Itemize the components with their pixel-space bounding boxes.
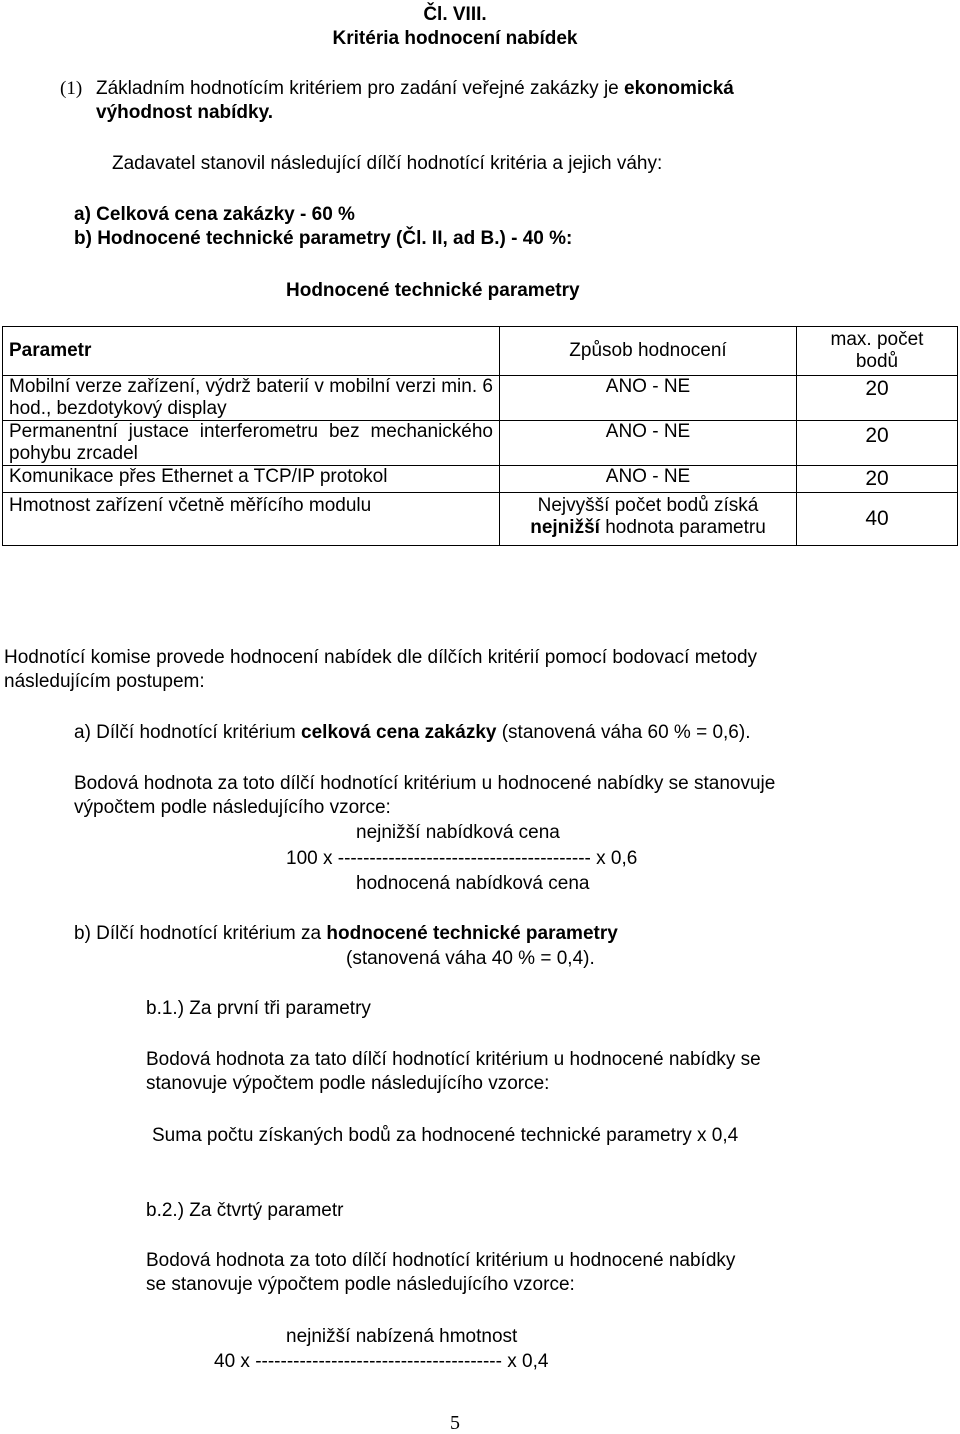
formula-a-numerator: nejnižší nabídková cena [356,822,560,843]
criterion-a-desc-2: výpočtem podle následujícího vzorce: [74,797,391,818]
b2-formula-numerator: nejnižší nabízená hmotnost [286,1326,518,1347]
parameters-table [2,326,958,546]
intro-line-2: výhodnost nabídky. [96,102,274,123]
b2-formula-main: 40 x --------------------------------------- x 0,4 [214,1351,549,1372]
weight-a: a) Celková cena zakázky - 60 % [74,204,355,225]
procedure-line-1: Hodnotící komise provede hodnocení nabídek dle dílčích kritérií pomocí bodovací metody [4,647,758,668]
table-row [3,466,958,493]
row-points: 20 [797,376,958,421]
b2-title: b.2.) Za čtvrtý parametr [146,1200,344,1221]
intro-line-1: Základním hodnotícím kritériem pro zadání veřejné zakázky je ekonomická [96,78,734,99]
criterion-b-weight: (stanovená váha 40 % = 0,4). [346,948,595,969]
article-number: Čl. VIII. [423,4,487,25]
table-header-row [3,327,958,376]
row-param: Hmotnost zařízení včetně měřícího modulu [3,493,500,546]
row-method-line1: Nejvyšší počet bodů získá [537,495,759,516]
weights-intro: Zadavatel stanovil následující dílčí hodnotící kritéria a jejich váhy: [112,153,663,174]
weight-b: b) Hodnocené technické parametry (Čl. II, ad B.) - 40 %: [74,228,573,249]
b2-desc-2: se stanovuje výpočtem podle následujícího vzorce: [146,1274,575,1295]
row-points: 20 [797,466,958,493]
row-points: 20 [797,421,958,466]
header-zpusob: Způsob hodnocení [500,327,797,376]
table-row [3,421,958,466]
page-number: 5 [450,1412,460,1434]
b1-formula: Suma počtu získaných bodů za hodnocené technické parametry x 0,4 [152,1125,739,1146]
header-max-line2: bodů [855,351,899,372]
row-param: Mobilní verze zařízení, výdrž baterií v mobilní verzi min. 6 hod., bezdotykový display [3,376,500,421]
formula-a-denominator: hodnocená nabídková cena [356,873,590,894]
row-param: Komunikace přes Ethernet a TCP/IP protokol [3,466,500,493]
header-max-points [797,327,958,376]
header-max-line1: max. počet [830,329,924,350]
formula-a-main: 100 x ---------------------------------------- x 0,6 [286,848,638,869]
row-method [500,493,797,546]
criterion-a-desc-1: Bodová hodnota za toto dílčí hodnotící kritérium u hodnocené nabídky se stanovuje [74,773,776,794]
row-param: Permanentní justace interferometru bez mechanického pohybu zrcadel [3,421,500,466]
table-row [3,493,958,546]
criterion-b-heading: b) Dílčí hodnotící kritérium za hodnocené technické parametry [74,923,618,944]
table-row [3,376,958,421]
paragraph-number: (1) [60,78,83,99]
row-method: ANO - NE [500,421,797,466]
row-method-line2: nejnižší hodnota parametru [530,517,766,538]
header-parametr: Parametr [3,327,500,376]
b1-desc-1: Bodová hodnota za tato dílčí hodnotící kritérium u hodnocené nabídky se [146,1049,761,1070]
b2-desc-1: Bodová hodnota za toto dílčí hodnotící kritérium u hodnocené nabídky [146,1250,736,1271]
table-title: Hodnocené technické parametry [286,280,580,301]
row-method: ANO - NE [500,376,797,421]
criterion-a-heading: a) Dílčí hodnotící kritérium celková cena zakázky (stanovená váha 60 % = 0,6). [74,722,751,743]
procedure-line-2: následujícím postupem: [4,671,205,692]
b1-desc-2: stanovuje výpočtem podle následujícího vzorce: [146,1073,550,1094]
article-title: Kritéria hodnocení nabídek [332,28,578,49]
b1-title: b.1.) Za první tři parametry [146,998,371,1019]
row-method: ANO - NE [500,466,797,493]
row-points: 40 [797,493,958,546]
